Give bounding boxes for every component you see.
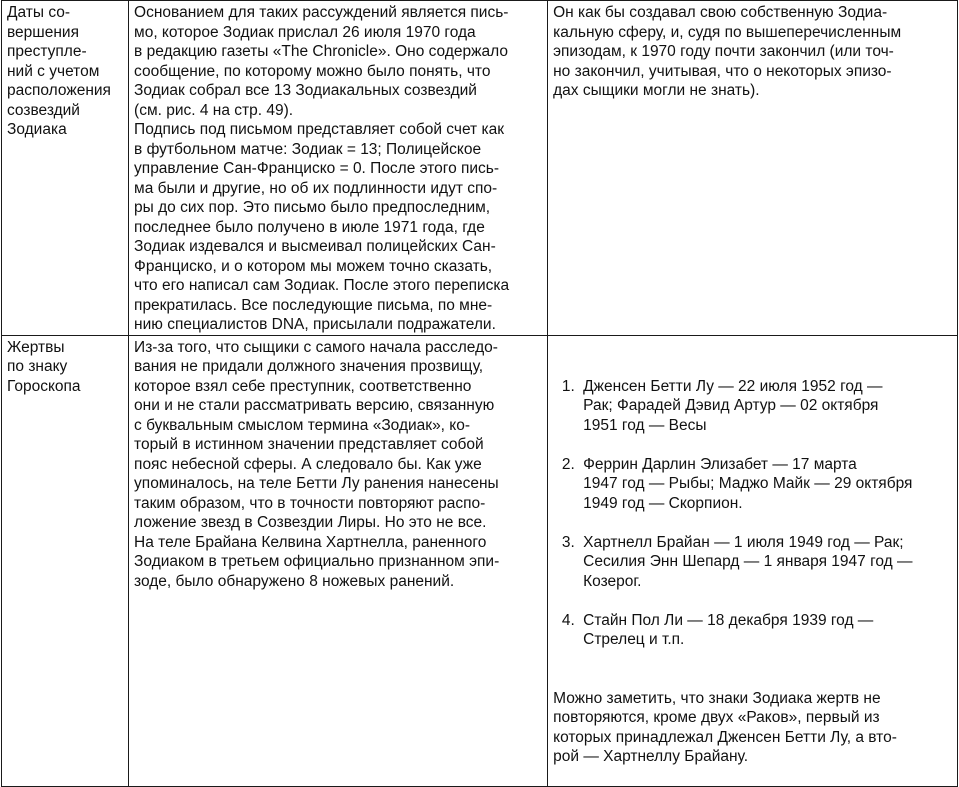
- list-item: 4. Стайн Пол Ли — 18 декабря 1939 год — Стрелец и т.п.: [579, 611, 953, 650]
- zodiac-analysis-table: [1, 0, 958, 787]
- row-label-cell: Жертвы по знаку Гороскопа: [2, 335, 129, 787]
- evidence-cell: Основанием для таких рассуждений является пись- мо, которое Зодиак прислал 26 июля 1970 года в редакцию газеты «The Chronicle». Оно содержало сообщение, по которому можно было понять, что Зодиак собрал все 13 Зодиакальных созвездий (см. рис. 4 на стр. 49). Подпись под письмом представляет собой счет как в футбольном матче: Зодиак = 13; Полицейское управление Сан-Франциско = 0. После этого пись- ма были и другие, но об их подлинности идут спо- ры до сих пор. Это письмо было предпоследним, последнее было получено в июле 1971 года, где Зодиак издевался и высмеивал полицейских Сан- Франциско, и о котором мы можем точно сказать, что его написал сам Зодиак. После этого переписка прекратилась. Все последующие письма, по мне- нию специалистов DNA, присылали подражатели.: [129, 1, 548, 336]
- table-row: [2, 1, 958, 336]
- victims-list: [553, 357, 953, 669]
- conclusion-text: Можно заметить, что знаки Зодиака жертв не повторяются, кроме двух «Раков», первый из которых принадлежал Дженсен Бетти Лу, а вто- рой — Хартнеллу Брайану.: [553, 689, 897, 765]
- row-label-cell: Даты со- вершения преступле- ний с учетом расположения созвездий Зодиака: [2, 1, 129, 336]
- list-item: 1. Дженсен Бетти Лу — 22 июля 1952 год — Рак; Фарадей Дэвид Артур — 02 октября 1951 год — Весы: [579, 377, 953, 436]
- list-item: 3. Хартнелл Брайан — 1 июля 1949 год — Рак; Сесилия Энн Шепард — 1 января 1947 год — Козерог.: [579, 533, 953, 592]
- table-row: [2, 335, 958, 787]
- evidence-cell: Из-за того, что сыщики с самого начала расследо- вания не придали должного значения прозвищу, которое взял себе преступник, соответственно они и не стали рассматривать версию, связанную с буквальным смыслом термина «Зодиак», ко- торый в истинном значении представляет собой пояс небесной сферы. А следовало бы. Как уже упоминалось, на теле Бетти Лу ранения нанесены таким образом, что в точности повторяют распо- ложение звезд в Созвездии Лиры. Но это не все. На теле Брайана Келвина Хартнелла, раненного Зодиаком в третьем официально признанном эпи- зоде, было обнаружено 8 ножевых ранений.: [129, 335, 548, 787]
- list-item: 2. Феррин Дарлин Элизабет — 17 марта 1947 год — Рыбы; Маджо Майк — 29 октября 1949 год — Скорпион.: [579, 455, 953, 514]
- conclusion-cell: [548, 335, 958, 787]
- conclusion-cell: Он как бы создавал свою собственную Зодиа- кальную сферу, и, судя по вышеперечисленным эпизодам, к 1970 году почти закончил (или точ- но закончил, учитывая, что о некоторых эпизо- дах сыщики могли не знать).: [548, 1, 958, 336]
